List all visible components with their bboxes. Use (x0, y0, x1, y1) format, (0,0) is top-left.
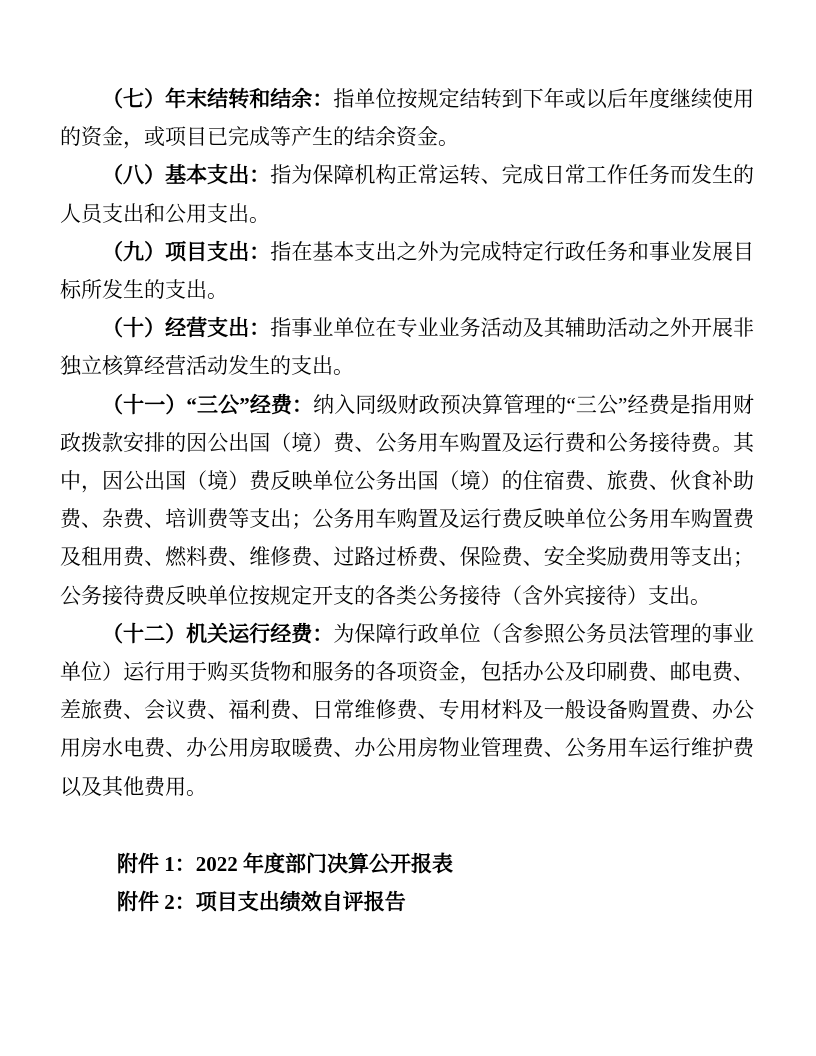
paragraph-heading: （十一）“三公”经费： (102, 392, 314, 417)
paragraph-heading: （十）经营支出： (102, 316, 271, 341)
paragraph-body: 纳入同级财政预决算管理的“三公”经费是指用财政拨款安排的因公出国（境）费、公务用车购置及运行费和公务接待费。其中，因公出国（境）费反映单位公务出国（境）的住宿费、旅费、伙食补助费、杂费、培训费等支出；公务用车购置及运行费反映单位公务用车购置费及租用费、燃料费、维修费、过路过桥费、保险费、安全奖励费用等支出；公务接待费反映单位按规定开支的各类公务接待（含外宾接待）支出。 (60, 392, 755, 608)
attachment-line-1: 附件 1：2022 年度部门决算公开报表 (117, 851, 453, 876)
paragraph-item-10 (60, 309, 754, 385)
paragraph-body: 指事业单位在专业业务活动及其辅助活动之外开展非独立核算经营活动发生的支出。 (60, 316, 755, 379)
attachments-section (60, 845, 754, 921)
paragraph-item-7 (60, 80, 754, 156)
paragraph-item-11 (60, 386, 754, 615)
paragraph-body: 为保障行政单位（含参照公务员法管理的事业单位）运行用于购买货物和服务的各项资金，包括办公及印刷费、邮电费、差旅费、会议费、福利费、日常维修费、专用材料及一般设备购置费、办公用房水电费、办公用房取暖费、办公用房物业管理费、公务用车运行维护费以及其他费用。 (60, 621, 755, 799)
paragraph-item-9 (60, 233, 754, 309)
paragraph-heading: （九）项目支出： (102, 239, 271, 264)
attachment-line-2: 附件 2：项目支出绩效自评报告 (117, 890, 406, 915)
paragraph-heading: （八）基本支出： (102, 163, 271, 188)
paragraph-heading: （十二）机关运行经费： (102, 621, 334, 646)
paragraph-item-8 (60, 156, 754, 232)
paragraph-heading: （七）年末结转和结余： (102, 87, 334, 111)
paragraph-item-12 (60, 615, 754, 806)
paragraph-body: 指为保障机构正常运转、完成日常工作任务而发生的人员支出和公用支出。 (60, 163, 755, 226)
paragraph-body: 指单位按规定结转到下年或以后年度继续使用的资金，或项目已完成等产生的结余资金。 (60, 87, 755, 150)
paragraph-body: 指在基本支出之外为完成特定行政任务和事业发展目标所发生的支出。 (60, 239, 755, 303)
